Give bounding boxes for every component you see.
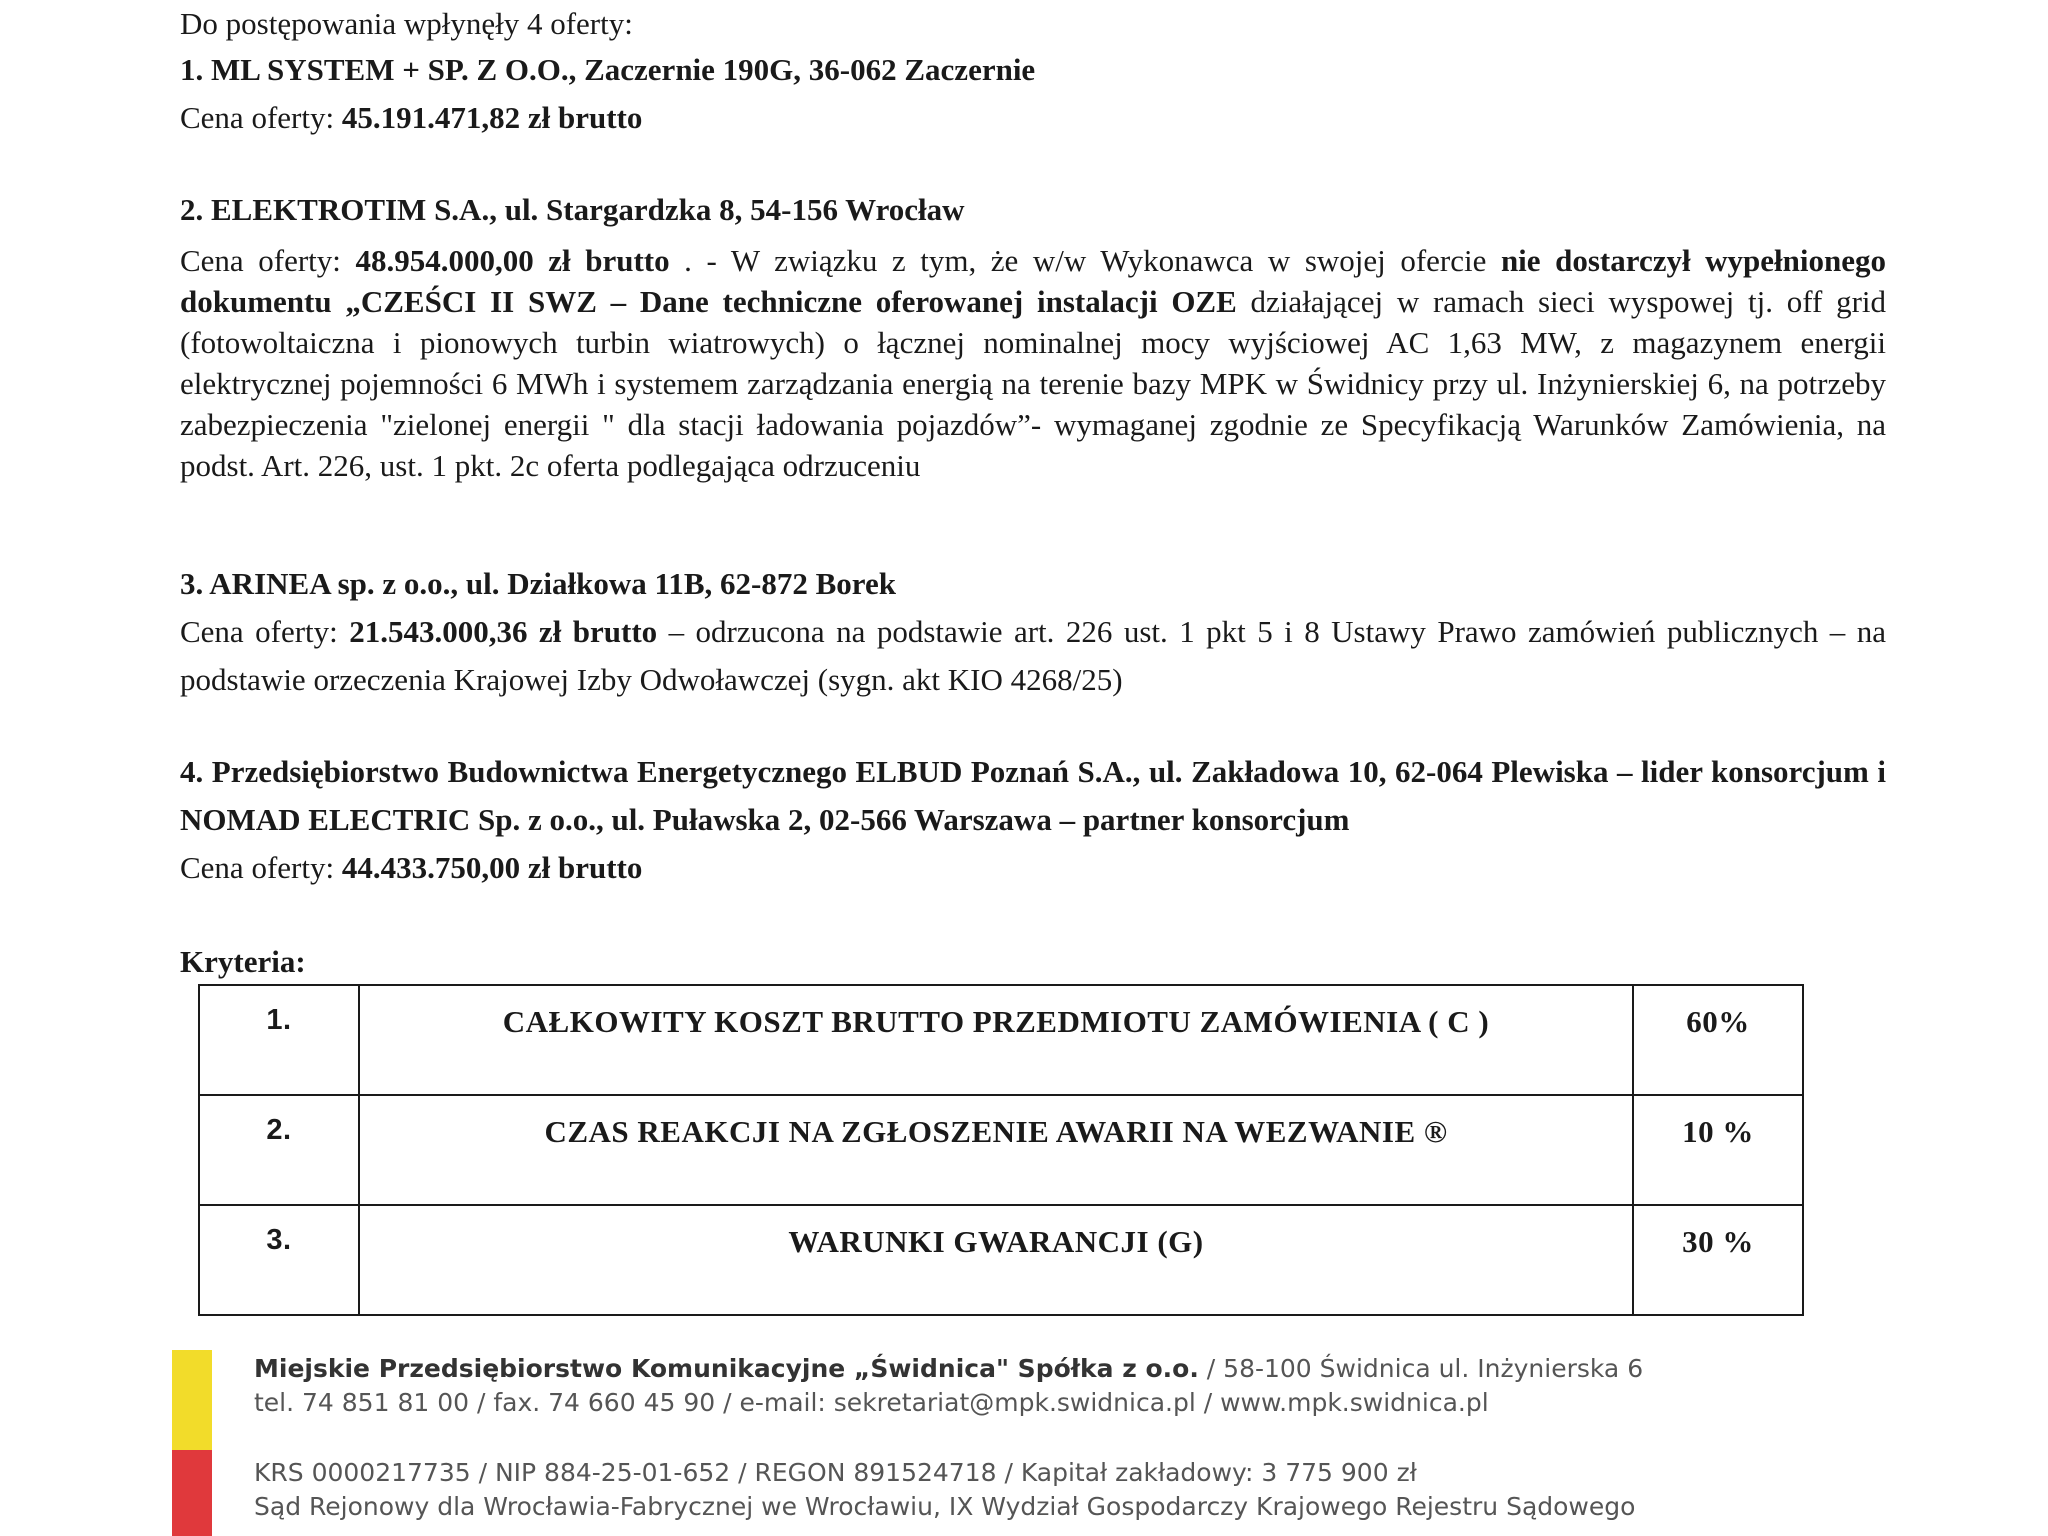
- offer-1-title: 1. ML SYSTEM + SP. Z O.O., Zaczernie 190G, 36-062 Zaczernie: [180, 52, 1036, 87]
- table-row: [199, 985, 1803, 1095]
- criteria-name: CZAS REAKCJI NA ZGŁOSZENIE AWARII NA WEZWANIE ®: [359, 1095, 1633, 1205]
- criteria-weight: 10 %: [1633, 1095, 1803, 1205]
- table-row: [199, 1205, 1803, 1315]
- offer-2-details: [180, 240, 1886, 486]
- offer-4-title: 4. Przedsiębiorstwo Budownictwa Energetycznego ELBUD Poznań S.A., ul. Zakładowa 10, 62-064 Plewiska – lider konsorcjum i NOMAD ELECTRIC Sp. z o.o., ul. Puławska 2, 02-566 Warszawa – partner konsorcjum: [180, 754, 1886, 837]
- offer-2-price-label: Cena oferty:: [180, 243, 356, 278]
- offer-1-price: 45.191.471,82 zł brutto: [341, 100, 643, 135]
- criteria-weight: 60%: [1633, 985, 1803, 1095]
- offer-1-price-label: Cena oferty:: [180, 100, 342, 135]
- criteria-table: [198, 984, 1804, 1316]
- offer-3-price-label: Cena oferty:: [180, 614, 350, 649]
- footer-contact: tel. 74 851 81 00 / fax. 74 660 45 90 / e-mail: sekretariat@mpk.swidnica.pl / www.mpk.swidnica.pl: [254, 1388, 1489, 1417]
- offer-2: [180, 186, 1886, 486]
- criteria-num: 1.: [199, 985, 359, 1095]
- offer-2-text-a: . - W związku z tym, że w/w Wykonawca w swojej ofercie: [669, 243, 1501, 278]
- table-row: [199, 1095, 1803, 1205]
- offer-3-title: 3. ARINEA sp. z o.o., ul. Działkowa 11B, 62-872 Borek: [180, 566, 896, 601]
- offer-3-text: – odrzucona na podstawie art. 226 ust. 1 pkt 5 i 8 Ustawy Prawo zamówień publicznych – na podstawie orzeczenia Krajowej Izby Odwoławczej (sygn. akt KIO 4268/25): [180, 614, 1887, 697]
- offer-4-price-label: Cena oferty:: [180, 850, 342, 885]
- footer-registry: KRS 0000217735 / NIP 884-25-01-652 / REGON 891524718 / Kapitał zakładowy: 3 775 900 zł: [254, 1458, 1417, 1487]
- offer-1: [180, 46, 1035, 142]
- footer-company: Miejskie Przedsiębiorstwo Komunikacyjne „Świdnica" Spółka z o.o.: [254, 1354, 1199, 1383]
- offer-3-details: [180, 608, 1886, 704]
- criteria-heading: Kryteria:: [180, 944, 306, 979]
- footer-address: / 58-100 Świdnica ul. Inżynierska 6: [1198, 1354, 1644, 1383]
- offer-4-price: 44.433.750,00 zł brutto: [341, 850, 643, 885]
- criteria-num: 3.: [199, 1205, 359, 1315]
- yellow-brand-bar: [172, 1350, 212, 1450]
- offer-3: [180, 560, 1886, 704]
- offer-2-price: 48.954.000,00 zł brutto: [355, 243, 670, 278]
- red-brand-bar: [172, 1450, 212, 1536]
- offer-3-price: 21.543.000,36 zł brutto: [349, 614, 658, 649]
- criteria-name: WARUNKI GWARANCJI (G): [359, 1205, 1633, 1315]
- offer-2-text-b: działającej w ramach sieci wyspowej tj. off grid (fotowoltaiczna i pionowych turbin wiatrowych) o łącznej nominalnej mocy wyjściowej AC 1,63 MW, z magazynem energii elektrycznej pojemności 6 MWh i systemem zarządzania energią na terenie bazy MPK w Świdnicy przy ul. Inżynierskiej 6, na potrzeby zabezpieczenia "zielonej energii " dla stacji ładowania pojazdów”- wymaganej zgodnie ze Specyfikacją Warunków Zamówienia, na podst. Art. 226, ust. 1 pkt. 2c oferta podlegająca odrzuceniu: [180, 284, 1887, 483]
- offer-2-bold: nie dostarczył wypełnionego dokumentu „CZEŚCI II SWZ – Dane techniczne oferowanej instalacji OZE: [180, 243, 1886, 319]
- criteria-num: 2.: [199, 1095, 359, 1205]
- intro-text: Do postępowania wpłynęły 4 oferty:: [180, 6, 633, 41]
- letterhead-footer: [0, 1340, 2048, 1536]
- offer-2-title: 2. ELEKTROTIM S.A., ul. Stargardzka 8, 54-156 Wrocław: [180, 192, 965, 227]
- criteria-name: CAŁKOWITY KOSZT BRUTTO PRZEDMIOTU ZAMÓWIENIA ( C ): [359, 985, 1633, 1095]
- offer-4: [180, 748, 1886, 892]
- criteria-weight: 30 %: [1633, 1205, 1803, 1315]
- footer-court: Sąd Rejonowy dla Wrocławia-Fabrycznej we Wrocławiu, IX Wydział Gospodarczy Krajowego Rejestru Sądowego: [254, 1492, 1636, 1521]
